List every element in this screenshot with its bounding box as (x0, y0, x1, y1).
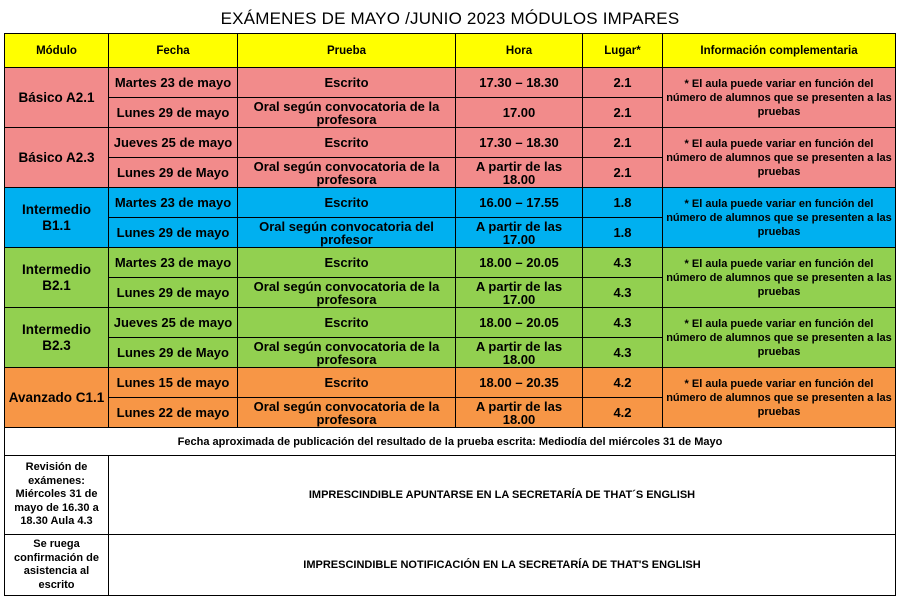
date-cell: Lunes 22 de mayo (109, 398, 238, 428)
time-cell: A partir de las 17.00 (456, 278, 583, 308)
header-prueba: Prueba (238, 34, 456, 68)
header-fecha: Fecha (109, 34, 238, 68)
place-cell: 2.1 (583, 128, 663, 158)
time-cell: 18.00 – 20.05 (456, 248, 583, 278)
place-cell: 4.2 (583, 368, 663, 398)
publication-note-row (5, 428, 896, 456)
test-cell: Oral según convocatoria de la profesora (238, 398, 456, 428)
info-cell: * El aula puede variar en función del número de alumnos que se presenten a las pruebas (663, 128, 896, 188)
test-cell: Escrito (238, 248, 456, 278)
header-lugar: Lugar* (583, 34, 663, 68)
header-modulo: Módulo (5, 34, 109, 68)
place-cell: 2.1 (583, 68, 663, 98)
module-cell: Básico A2.3 (5, 128, 109, 188)
place-cell: 4.3 (583, 338, 663, 368)
module-cell: Intermedio B2.1 (5, 248, 109, 308)
revision-label: Revisión de exámenes: Miércoles 31 de mayo de 16.30 a 18.30 Aula 4.3 (5, 456, 109, 535)
date-cell: Martes 23 de mayo (109, 68, 238, 98)
time-cell: 18.00 – 20.35 (456, 368, 583, 398)
date-cell: Lunes 29 de mayo (109, 98, 238, 128)
date-cell: Jueves 25 de mayo (109, 128, 238, 158)
place-cell: 2.1 (583, 98, 663, 128)
test-cell: Oral según convocatoria de la profesora (238, 278, 456, 308)
exam-row (5, 368, 896, 398)
header-informacion: Información complementaria (663, 34, 896, 68)
exam-row (5, 188, 896, 218)
time-cell: 18.00 – 20.05 (456, 308, 583, 338)
publication-note: Fecha aproximada de publicación del resultado de la prueba escrita: Mediodía del miércoles 31 de Mayo (5, 428, 896, 456)
confirmation-label: Se ruega confirmación de asistencia al escrito (5, 535, 109, 596)
date-cell: Lunes 29 de Mayo (109, 158, 238, 188)
exam-row (5, 68, 896, 98)
date-cell: Lunes 15 de mayo (109, 368, 238, 398)
revision-row (5, 456, 896, 535)
place-cell: 4.2 (583, 398, 663, 428)
date-cell: Lunes 29 de mayo (109, 218, 238, 248)
place-cell: 2.1 (583, 158, 663, 188)
test-cell: Escrito (238, 128, 456, 158)
exam-table (4, 33, 896, 596)
time-cell: 17.00 (456, 98, 583, 128)
confirmation-text: IMPRESCINDIBLE NOTIFICACIÓN EN LA SECRETARÍA DE THAT'S ENGLISH (109, 535, 896, 596)
time-cell: A partir de las 17.00 (456, 218, 583, 248)
module-cell: Avanzado C1.1 (5, 368, 109, 428)
time-cell: A partir de las 18.00 (456, 338, 583, 368)
header-hora: Hora (456, 34, 583, 68)
info-cell: * El aula puede variar en función del número de alumnos que se presenten a las pruebas (663, 248, 896, 308)
place-cell: 4.3 (583, 278, 663, 308)
exam-row (5, 308, 896, 338)
info-cell: * El aula puede variar en función del número de alumnos que se presenten a las pruebas (663, 308, 896, 368)
place-cell: 4.3 (583, 248, 663, 278)
test-cell: Escrito (238, 368, 456, 398)
exam-row (5, 128, 896, 158)
date-cell: Lunes 29 de mayo (109, 278, 238, 308)
time-cell: 17.30 – 18.30 (456, 128, 583, 158)
revision-text: IMPRESCINDIBLE APUNTARSE EN LA SECRETARÍA DE THAT´S ENGLISH (109, 456, 896, 535)
test-cell: Oral según convocatoria del profesor (238, 218, 456, 248)
confirmation-row (5, 535, 896, 596)
date-cell: Lunes 29 de Mayo (109, 338, 238, 368)
exam-row (5, 248, 896, 278)
module-cell: Intermedio B2.3 (5, 308, 109, 368)
module-cell: Básico A2.1 (5, 68, 109, 128)
date-cell: Martes 23 de mayo (109, 248, 238, 278)
info-cell: * El aula puede variar en función del número de alumnos que se presenten a las pruebas (663, 68, 896, 128)
time-cell: A partir de las 18.00 (456, 398, 583, 428)
date-cell: Martes 23 de mayo (109, 188, 238, 218)
time-cell: 16.00 – 17.55 (456, 188, 583, 218)
place-cell: 1.8 (583, 188, 663, 218)
test-cell: Oral según convocatoria de la profesora (238, 338, 456, 368)
info-cell: * El aula puede variar en función del número de alumnos que se presenten a las pruebas (663, 368, 896, 428)
test-cell: Oral según convocatoria de la profesora (238, 158, 456, 188)
module-cell: Intermedio B1.1 (5, 188, 109, 248)
sheet-title: EXÁMENES DE MAYO /JUNIO 2023 MÓDULOS IMPARES (220, 9, 680, 28)
test-cell: Escrito (238, 308, 456, 338)
info-cell: * El aula puede variar en función del número de alumnos que se presenten a las pruebas (663, 188, 896, 248)
test-cell: Escrito (238, 68, 456, 98)
header-row (5, 34, 896, 68)
time-cell: 17.30 – 18.30 (456, 68, 583, 98)
date-cell: Jueves 25 de mayo (109, 308, 238, 338)
place-cell: 4.3 (583, 308, 663, 338)
time-cell: A partir de las 18.00 (456, 158, 583, 188)
test-cell: Oral según convocatoria de la profesora (238, 98, 456, 128)
test-cell: Escrito (238, 188, 456, 218)
place-cell: 1.8 (583, 218, 663, 248)
